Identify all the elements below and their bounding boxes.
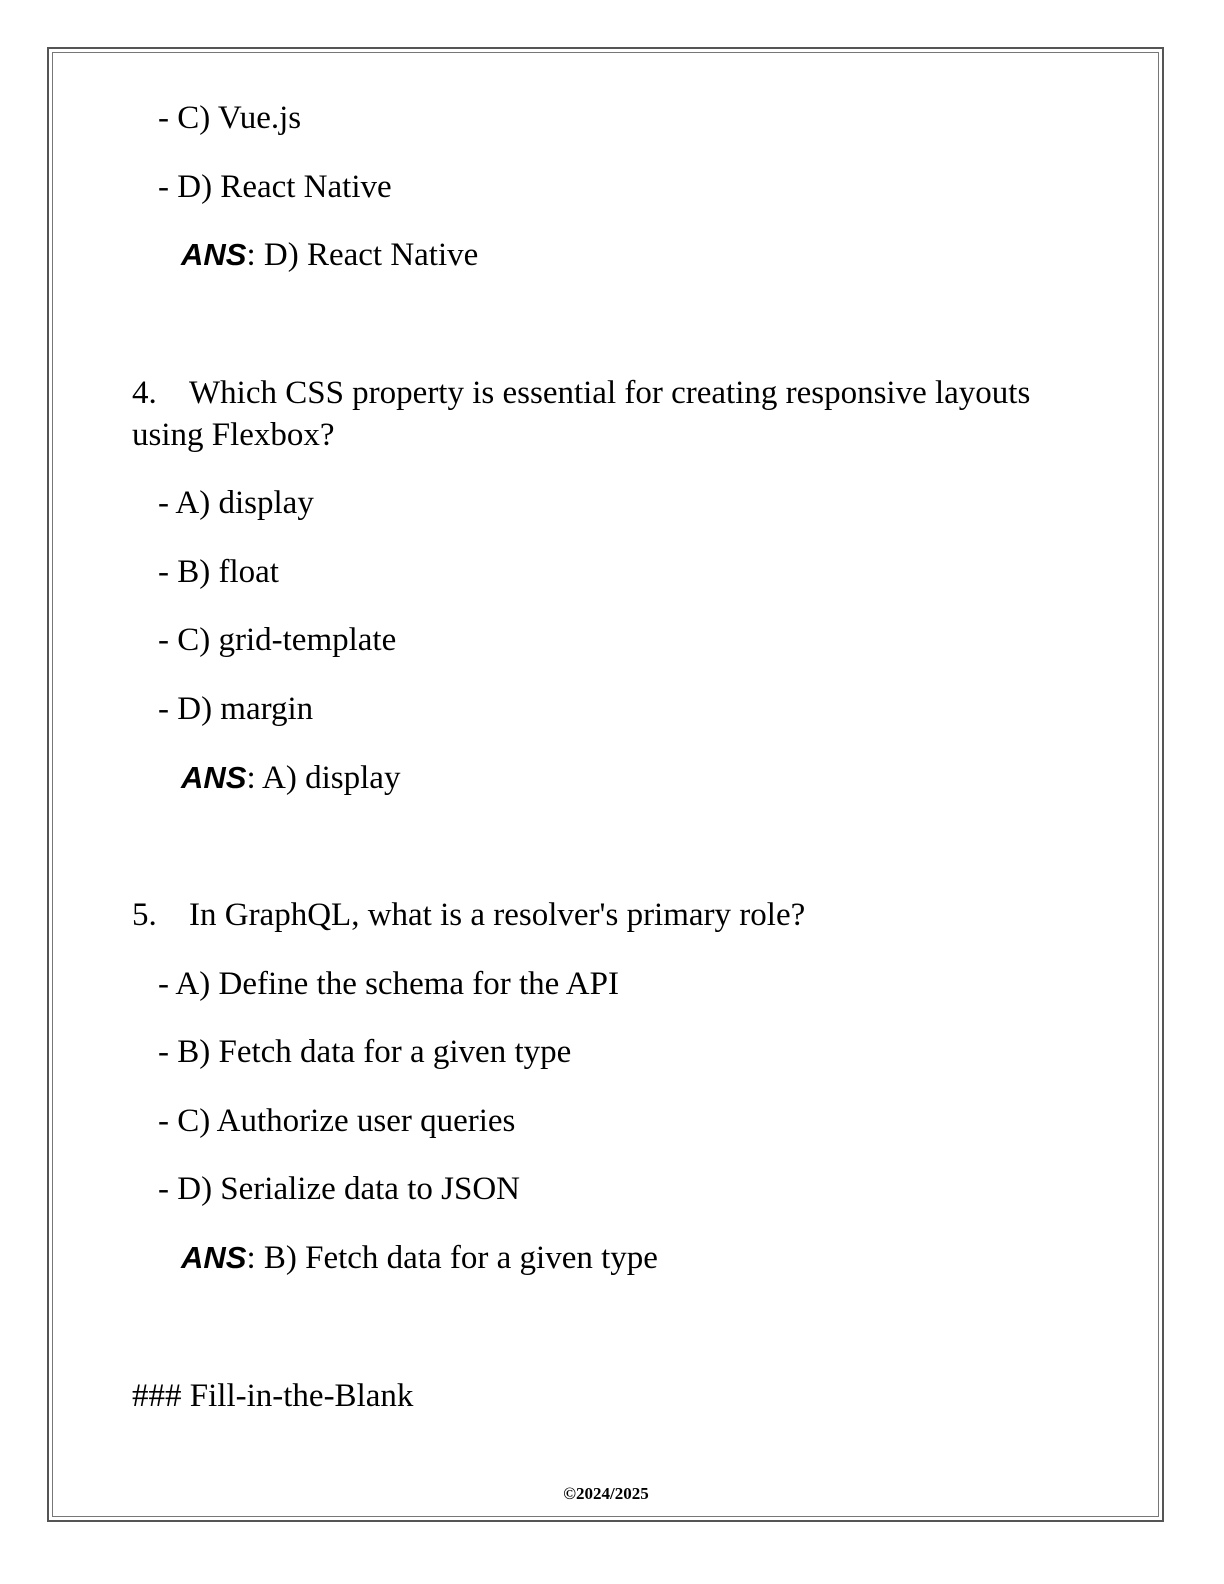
copyright-footer: ©2024/2025 (563, 1484, 649, 1503)
q4-answer (181, 757, 400, 799)
q4-option-a: - A) display (158, 485, 314, 521)
question-5 (132, 894, 1032, 936)
answer-label: ANS (181, 760, 247, 795)
q4-option-b: - B) float (158, 554, 279, 590)
q3-option-d: - D) React Native (158, 169, 392, 205)
q4-option-c: - C) grid-template (158, 622, 397, 658)
answer-label: ANS (181, 1240, 247, 1275)
question-4 (132, 372, 1032, 456)
answer-label: ANS (181, 237, 247, 272)
q3-option-c: - C) Vue.js (158, 100, 302, 136)
q5-option-d: - D) Serialize data to JSON (158, 1171, 520, 1207)
q5-option-a: - A) Define the schema for the API (158, 966, 619, 1002)
question-text: In GraphQL, what is a resolver's primary role? (189, 897, 806, 933)
q5-option-b: - B) Fetch data for a given type (158, 1034, 572, 1070)
q5-answer (181, 1237, 658, 1279)
answer-text: : D) React Native (246, 237, 479, 273)
q3-answer (181, 234, 478, 276)
question-number: 4. (132, 375, 157, 411)
answer-text: : A) display (246, 760, 401, 796)
q5-option-c: - C) Authorize user queries (158, 1103, 516, 1139)
q4-option-d: - D) margin (158, 691, 314, 727)
answer-text: : B) Fetch data for a given type (246, 1240, 658, 1276)
question-text: Which CSS property is essential for creating responsive layouts using Flexbox? (132, 375, 1031, 453)
section-heading: ### Fill-in-the-Blank (132, 1378, 414, 1414)
question-number: 5. (132, 897, 157, 933)
